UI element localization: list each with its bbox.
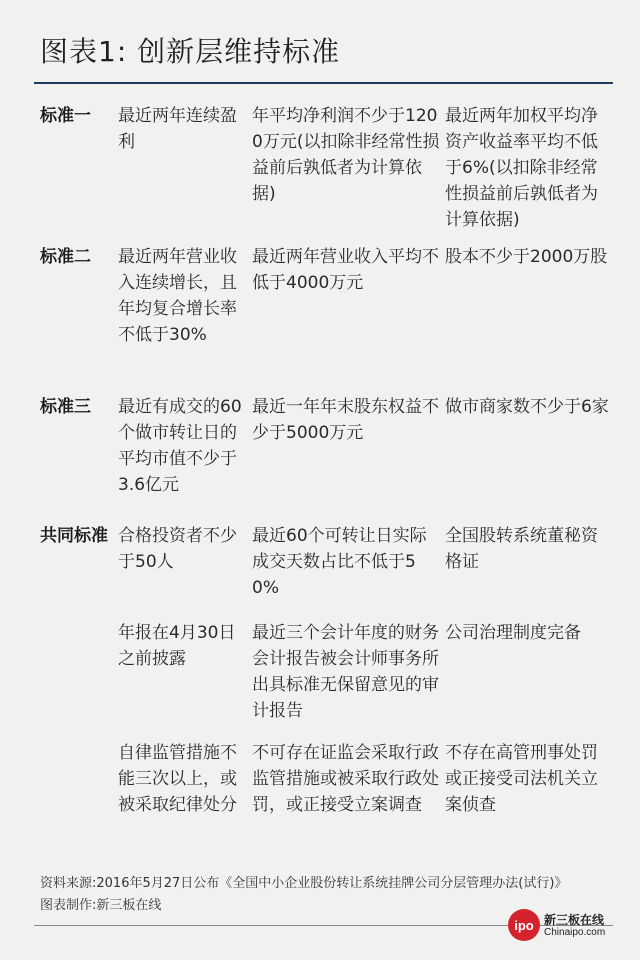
logo-icon: ipo: [508, 909, 540, 941]
table-cell: 最近两年营业收入平均不低于4000万元: [252, 247, 439, 293]
source-note: 资料来源:2016年5月27日公布《全国中小企业股份转让系统挂牌公司分层管理办法(试行)》: [40, 876, 568, 891]
title-divider: [34, 82, 613, 84]
table-cell: 不可存在证监会采取行政监管措施或被采取行政处罚，或正接受立案调查: [252, 743, 439, 815]
table-cell: 最近两年连续盈利: [118, 106, 237, 152]
table-cell: 年平均净利润不少于1200万元(以扣除非经常性损益前后孰低者为计算依据): [252, 106, 440, 204]
table-cell: 最近两年营业收入连续增长，且年均复合增长率不低于30%: [118, 247, 237, 345]
page-title: 图表1: 创新层维持标准: [40, 35, 341, 68]
chart-credit: 图表制作:新三板在线: [40, 898, 162, 913]
table-cell: 自律监管措施不能三次以上，或被采取纪律处分: [118, 743, 237, 815]
row-label: 共同标准: [40, 526, 108, 546]
table-cell: 最近一年年末股东权益不少于5000万元: [252, 397, 439, 443]
row-label: 标准二: [40, 247, 91, 267]
table-cell: 最近60个可转让日实际成交天数占比不低于50%: [252, 526, 427, 598]
table-cell: 最近两年加权平均净资产收益率平均不低于6%(以扣除非经常性损益前后孰低者为计算依据): [445, 106, 598, 230]
table-cell: 最近有成交的60个做市转让日的平均市值不少于3.6亿元: [118, 397, 242, 495]
table-cell: 不存在高管刑事处罚或正接受司法机关立案侦查: [445, 743, 598, 815]
table-cell: 公司治理制度完备: [445, 623, 581, 643]
row-label: 标准一: [40, 106, 91, 126]
table-cell: 做市商家数不少于6家: [445, 397, 609, 417]
logo-url: Chinaipo.com: [544, 927, 606, 938]
table-cell: 全国股转系统董秘资格证: [445, 526, 598, 572]
row-label: 标准三: [40, 397, 91, 417]
table-cell: 股本不少于2000万股: [445, 247, 608, 267]
table-cell: 最近三个会计年度的财务会计报告被会计师事务所出具标准无保留意见的审计报告: [252, 623, 439, 721]
table-cell: 合格投资者不少于50人: [118, 526, 237, 572]
logo-name: 新三板在线: [544, 913, 605, 927]
table-cell: 年报在4月30日之前披露: [118, 623, 236, 669]
brand-logo: [508, 905, 620, 945]
